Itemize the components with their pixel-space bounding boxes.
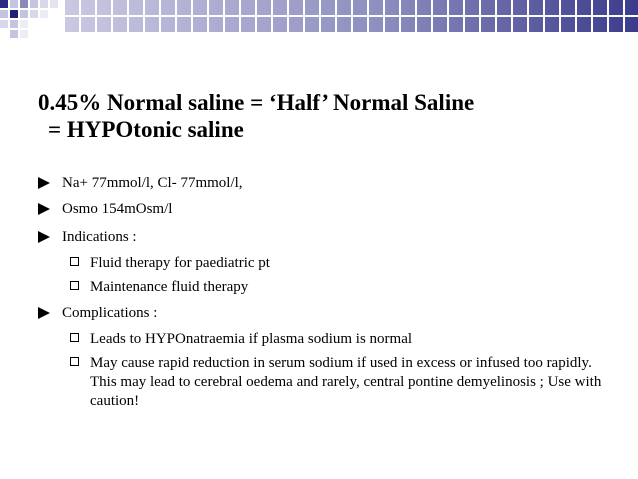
indication-text: Maintenance fluid therapy <box>90 279 249 295</box>
hollow-square-bullet-icon <box>70 257 79 266</box>
hollow-square-bullet-icon <box>70 281 79 290</box>
title-line-2: = HYPOtonic saline <box>48 117 244 142</box>
square-bullet-icon <box>38 231 50 243</box>
slide-title <box>38 89 618 143</box>
banner-pattern <box>0 0 638 44</box>
complication-text: May cause rapid reduction in serum sodium if used in excess or infused too rapidly. This may lead to cerebral oedema and rarely, central pontine demyelinosis ; Use with caution! <box>90 355 602 409</box>
indication-text: Fluid therapy for paediatric pt <box>90 255 270 271</box>
bullet-text: Complications : <box>62 305 158 321</box>
bullet-text: Na+ 77mmol/l, Cl- 77mmol/l, <box>62 175 243 191</box>
header-banner <box>0 0 638 44</box>
bullet-text: Indications : <box>62 229 137 245</box>
hollow-square-bullet-icon <box>70 333 79 342</box>
square-bullet-icon <box>38 203 50 215</box>
complication-text: Leads to HYPOnatraemia if plasma sodium is normal <box>90 331 413 347</box>
square-bullet-icon <box>38 177 50 189</box>
square-bullet-icon <box>38 307 50 319</box>
title-line-1: 0.45% Normal saline = ‘Half’ Normal Saline <box>38 90 475 115</box>
hollow-square-bullet-icon <box>70 357 79 366</box>
bullet-text: Osmo 154mOsm/l <box>62 201 173 217</box>
